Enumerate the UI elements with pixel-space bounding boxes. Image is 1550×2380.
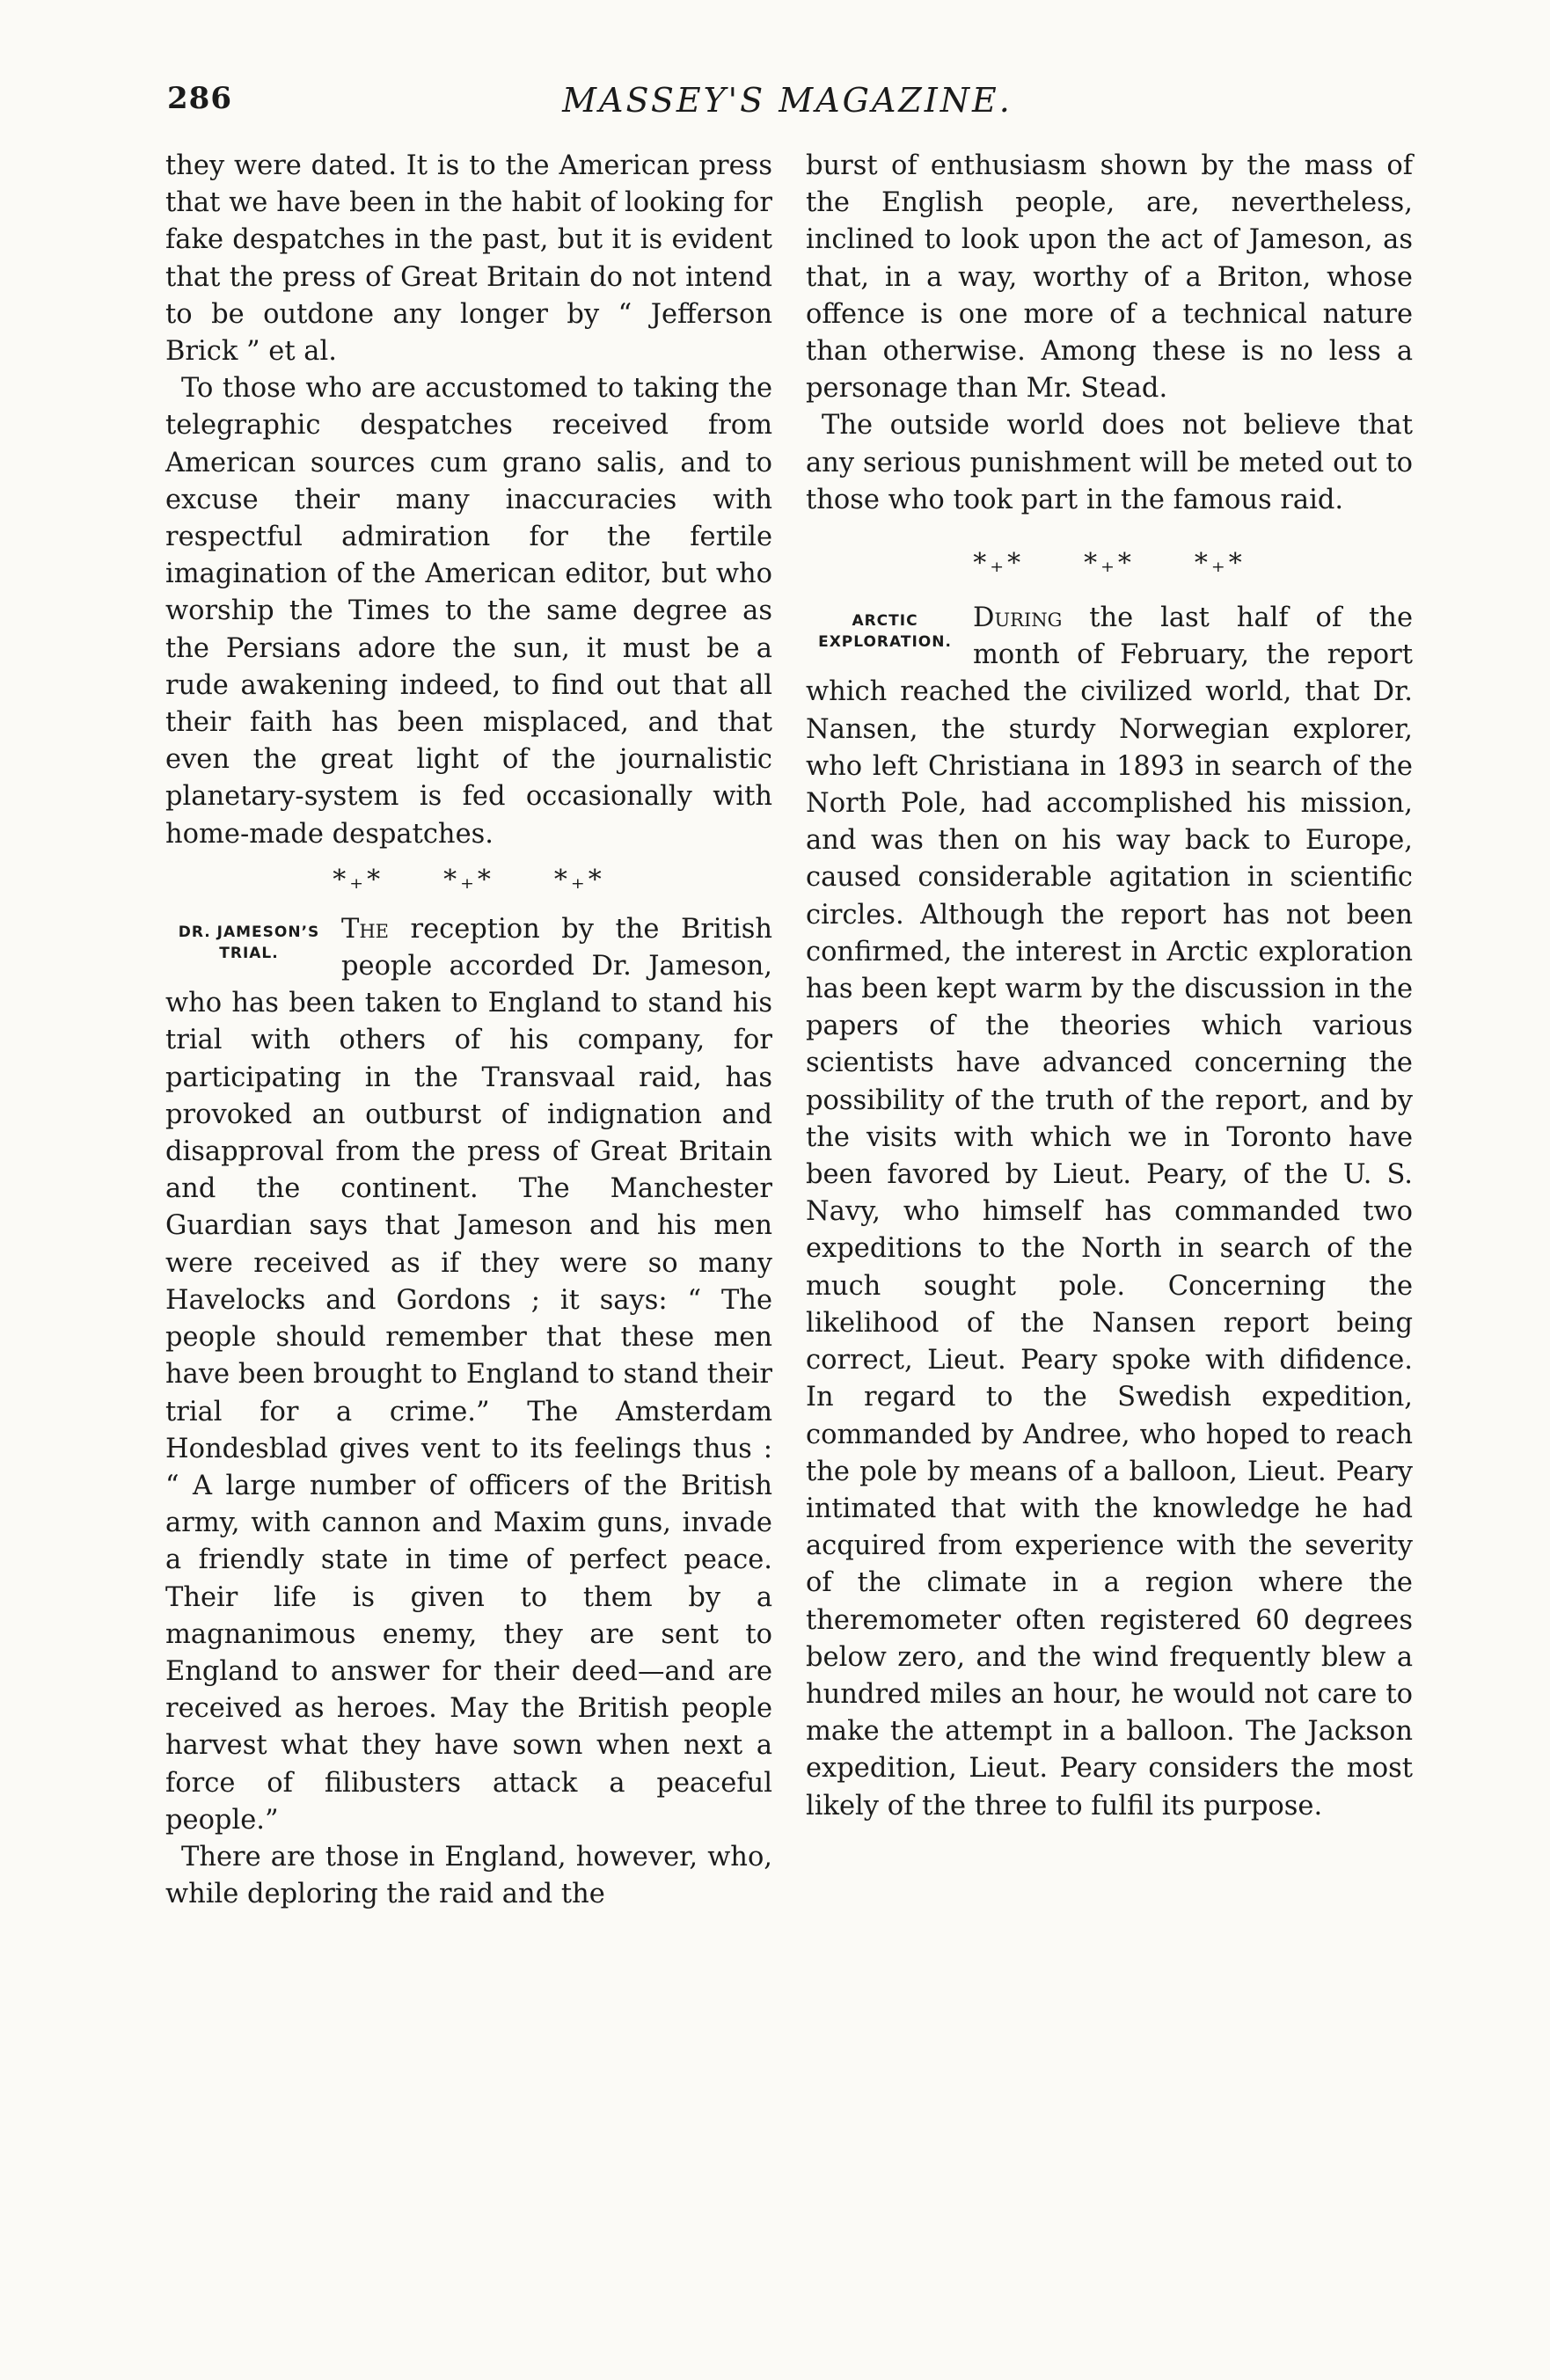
asterism: *₊* (1084, 548, 1135, 580)
lead-word: The (341, 913, 389, 945)
running-title: MASSEY'S MAGAZINE. (562, 81, 1013, 120)
section-divider (806, 545, 1413, 582)
sidenote-jameson-trial (165, 922, 333, 964)
asterism: *₊* (973, 548, 1025, 580)
paragraph-text: reception by the British people accorded Dr. Jameson, who has been taken to England to stand his trial with others of his company, for participating in the Transvaal raid, has provoked an outburst of indignation and disapproval from the press of Great Britain and the continent. The Manchester Guardian says that Jameson and his men were received as if they were so many Havelocks and Gordons ; it says: “ The people should remember that these men have been brought to England to stand their trial for a crime.” The Amsterdam Hondesblad gives vent to its feelings thus : “ A large number of officers of the British army, with cannon and Maxim guns, invade a friendly state in time of perfect peace. Their life is given to them by a magnanimous enemy, they are sent to England to answer for their deed—and are received as heroes. May the British people harvest what they have sown when next a force of filibusters attack a peaceful people.” (165, 913, 772, 1836)
asterism: *₊* (1194, 548, 1246, 580)
paragraph (165, 911, 772, 1839)
page-header (167, 81, 1407, 127)
paragraph: burst of enthusiasm shown by the mass of the English people, are, nevertheless, inclined to look upon the act of Jameson, as that, in a way, worthy of a Briton, whose offence is one more of a technical nature than otherwise. Among these is no less a personage than Mr. Stead. (806, 150, 1413, 405)
sidenote-line: TRIAL. (219, 944, 279, 962)
left-column (165, 148, 772, 1913)
paragraph: they were dated. It is to the American press that we have been in the habit of looking for fake despatches in the past, but it is evident that the press of Great Britain do not intend to be outdone any longer by “ Jefferson Brick ” et al. (165, 150, 772, 368)
sidenote-line: DR. JAMESON’S (178, 923, 320, 941)
paragraph: To those who are accustomed to taking the telegraphic despatches received from American sources cum grano salis, and to excuse their many inaccuracies with respectful admiration for the fertile imagination of the American editor, but who worship the Times to the same degree as the Persians adore the sun, it must be a rude awakening indeed, to find out that all their faith has been misplaced, and that even the great light of the journalistic planetary-system is fed occasionally with home-made despatches. (165, 373, 772, 850)
sidenote-line: EXPLORATION. (818, 633, 952, 652)
paragraph (806, 600, 1413, 1825)
paragraph-text: the last half of the month of February, the report which reached the civilized world, that Dr. Nansen, the sturdy Norwegian explorer, who left Christiana in 1893 in search of the North Pole, had accomplished his mission, and was then on his way back to Europe, caused considerable agitation in scientific circles. Although the report has not been confirmed, the interest in Arctic exploration has been kept warm by the discussion in the papers of the theories which various scientists have advanced concerning the possibility of the truth of the report, and by the visits with which we in Toronto have been favored by Lieut. Peary, of the U. S. Navy, who himself has commanded two expeditions to the North in search of the much sought pole. Concerning the likelihood of the Nansen report being correct, Lieut. Peary spoke with difidence. In regard to the Swedish expedition, commanded by Andree, who hoped to reach the pole by means of a balloon, Lieut. Peary intimated that with the knowledge he had acquired from experience with the severity of the climate in a region where the theremometer often registered 60 degrees below zero, and the wind frequently blew a hundred miles an hour, he would not care to make the attempt in a balloon. The Jackson expedition, Lieut. Peary considers the most likely of the three to fulfil its purpose. (806, 602, 1413, 1822)
section-divider (165, 862, 772, 899)
right-column (806, 148, 1413, 1825)
asterism: *₊* (333, 864, 384, 895)
page-number: 286 (167, 81, 232, 116)
paragraph: The outside world does not believe that any serious punishment will be meted out to those who took part in the famous raid. (806, 410, 1413, 515)
asterism: *₊* (553, 864, 605, 895)
paragraph: There are those in England, however, who, while deploring the raid and the (165, 1841, 772, 1910)
sidenote-line: ARCTIC (852, 612, 918, 631)
sidenote-arctic-exploration (806, 610, 964, 653)
asterism: *₊* (443, 864, 494, 895)
lead-word: During (973, 602, 1063, 634)
